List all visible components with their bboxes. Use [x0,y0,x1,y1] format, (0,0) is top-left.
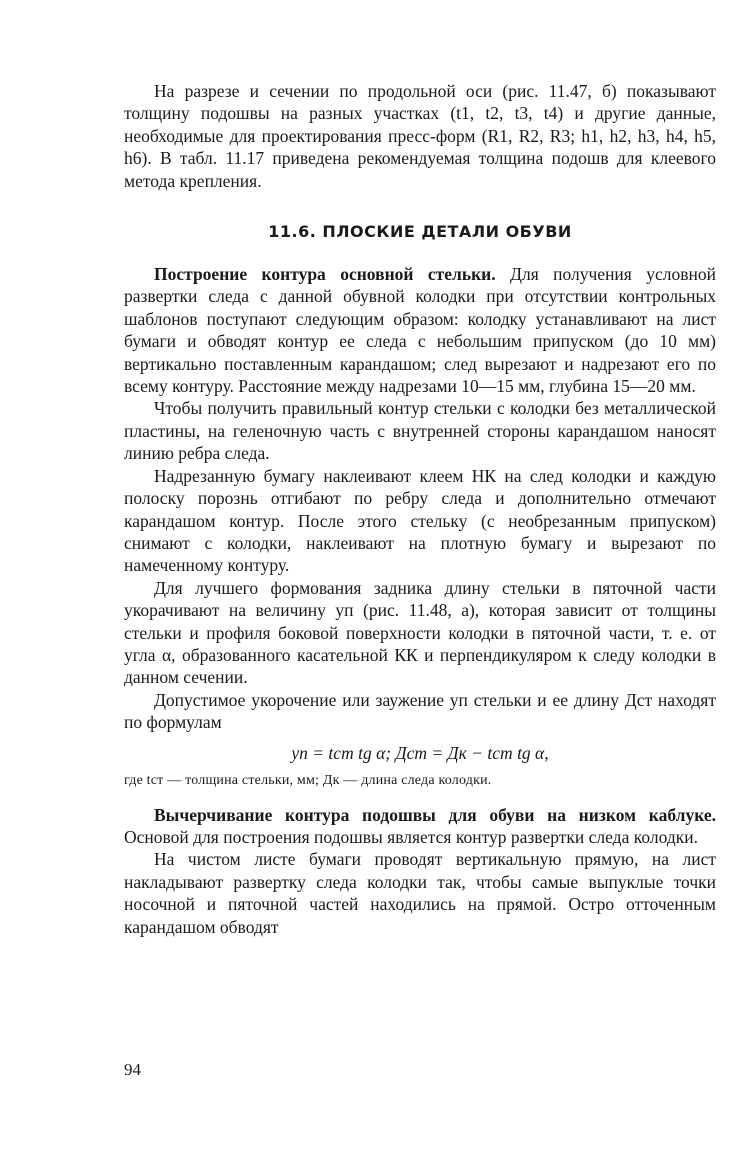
page-number: 94 [124,1060,141,1079]
paragraph-correct-contour: Чтобы получить правильный контур стельки с колодки без металлической пластины, на геленочную часть с внутренней стороны карандашом наносят линию ребра следа. [124,398,716,464]
paragraph-vertical-line: На чистом листе бумаги проводят вертикальную прямую, на лист накладывают развертку следа колодки так, чтобы самые выпуклые точки носочной и пяточной частей находились на прямой. Остро отточенным карандашом обводят [124,849,716,937]
section-heading: 11.6. ПЛОСКИЕ ДЕТАЛИ ОБУВИ [268,222,572,242]
formula: yп = tст tg α; Дст = Дк − tст tg α, [291,742,549,763]
paragraph-formula-intro: Допустимое укорочение или заужение yп стельки и ее длину Дст находят по формулам [124,689,716,733]
paragraph-sole-contour [124,804,716,849]
paragraph-body: Основой для построения подошвы является контур развертки следа колодки. [124,826,698,847]
paragraph-body: Для получения условной развертки следа с данной обувной колодки при отсутствии контрольных шаблонов поступают следующим образом: колодку устанавливают на лист бумаги и обводят контур ее следа с небольшим припуском (до 10 мм) вертикально поставленным карандашом; след вырезают и надрезают его по всему контуру. Расстояние между надрезами 10—15 мм, глубина 15—20 мм. [124,264,716,397]
paragraph-sections-intro: На разрезе и сечении по продольной оси (рис. 11.47, б) показывают толщину подошвы на разных участках (t1, t2, t3, t4) и другие данные, необходимые для проектирования пресс-форм (R1, R2, R3; h1, h2, h3, h4, h5, h6). В табл. 11.17 приведена рекомендуемая толщина подошв для клеевого метода крепления. [124,81,716,191]
paragraph-lead: Вычерчивание контура подошвы для обуви на низком каблуке. [154,804,716,825]
paragraph-insole-contour [124,263,716,397]
formula-note: где tст — толщина стельки, мм; Дк — длина следа колодки. [124,772,492,788]
paragraph-heel-shortening: Для лучшего формования задника длину стельки в пяточной части укорачивают на величину yп (рис. 11.48, а), которая зависит от толщины стельки и профиля боковой поверхности колодки в пяточной части, т. е. от угла α, образованного касательной КК и перпендикуляром к следу колодки в данном сечении. [124,577,716,688]
paragraph-lead: Построение контура основной стельки. [154,264,496,285]
page-text-block [124,80,716,938]
paragraph-glue-paper: Надрезанную бумагу наклеивают клеем НК на след колодки и каждую полоску порознь отгибают по ребру следа и дополнительно отмечают карандашом контур. После этого стельку (с необрезанным припуском) снимают с колодки, наклеивают на плотную бумагу и вырезают по намеченному контуру. [124,465,716,576]
